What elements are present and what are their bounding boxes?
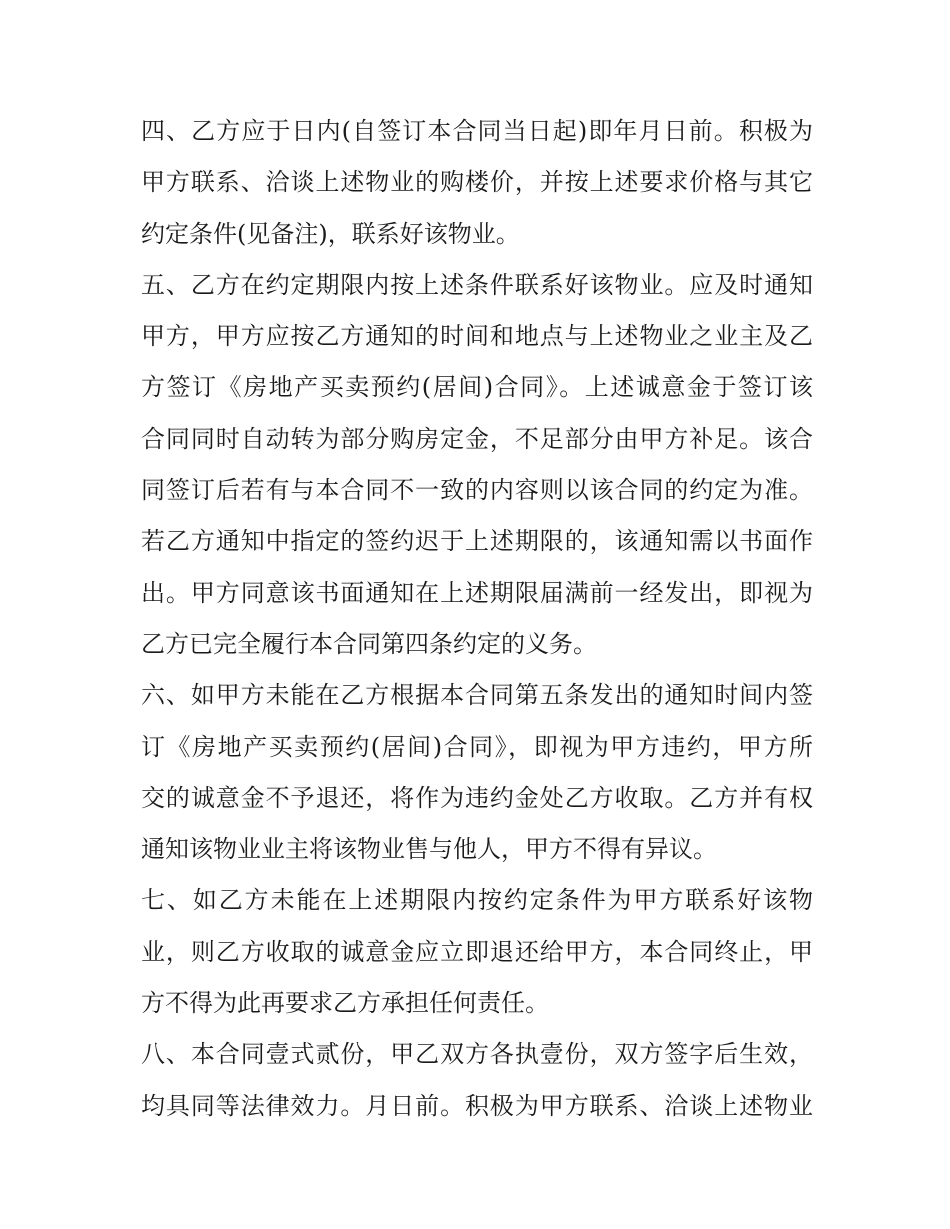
text-line: 业，则乙方收取的诚意金应立即退还给甲方，本合同终止，甲 — [141, 937, 813, 966]
text-line: 交的诚意金不予退还，将作为违约金处乙方收取。乙方并有权 — [141, 783, 813, 812]
text-line: 订《房地产买卖预约(居间)合同》，即视为甲方违约，甲方所 — [141, 732, 813, 761]
text-line: 约定条件(见备注)，联系好该物业。 — [141, 219, 520, 248]
text-line: 乙方已完全履行本合同第四条约定的义务。 — [141, 629, 597, 658]
text-line: 出。甲方同意该书面通知在上述期限届满前一经发出，即视为 — [141, 578, 813, 607]
text-line: 方不得为此再要求乙方承担任何责任。 — [141, 989, 549, 1018]
text-line: 方签订《房地产买卖预约(居间)合同》。上述诚意金于签订该 — [141, 373, 813, 402]
text-line: 均具同等法律效力。月日前。积极为甲方联系、洽谈上述物业 — [141, 1091, 813, 1120]
clause-4 — [141, 106, 813, 260]
text-line: 甲方，甲方应按乙方通知的时间和地点与上述物业之业主及乙 — [141, 322, 813, 351]
text-line: 七、如乙方未能在上述期限内按约定条件为甲方联系好该物 — [141, 886, 813, 915]
text-line: 合同同时自动转为部分购房定金，不足部分由甲方补足。该合 — [141, 424, 813, 453]
clause-6 — [141, 670, 813, 875]
clause-7 — [141, 875, 813, 1029]
text-line: 通知该物业业主将该物业售与他人，甲方不得有异议。 — [141, 835, 717, 864]
text-line: 四、乙方应于日内(自签订本合同当日起)即年月日前。积极为 — [141, 117, 813, 145]
text-line: 五、乙方在约定期限内按上述条件联系好该物业。应及时通知 — [141, 270, 813, 299]
clause-5 — [141, 260, 813, 670]
clause-8 — [141, 1029, 813, 1132]
text-line: 八、本合同壹式贰份，甲乙双方各执壹份，双方签字后生效， — [141, 1040, 813, 1069]
text-line: 若乙方通知中指定的签约迟于上述期限的，该通知需以书面作 — [141, 527, 813, 556]
text-line: 六、如甲方未能在乙方根据本合同第五条发出的通知时间内签 — [141, 681, 813, 710]
text-line: 同签订后若有与本合同不一致的内容则以该合同的约定为准。 — [141, 476, 813, 505]
text-line: 甲方联系、洽谈上述物业的购楼价，并按上述要求价格与其它 — [141, 168, 813, 197]
document-body — [141, 106, 813, 1132]
